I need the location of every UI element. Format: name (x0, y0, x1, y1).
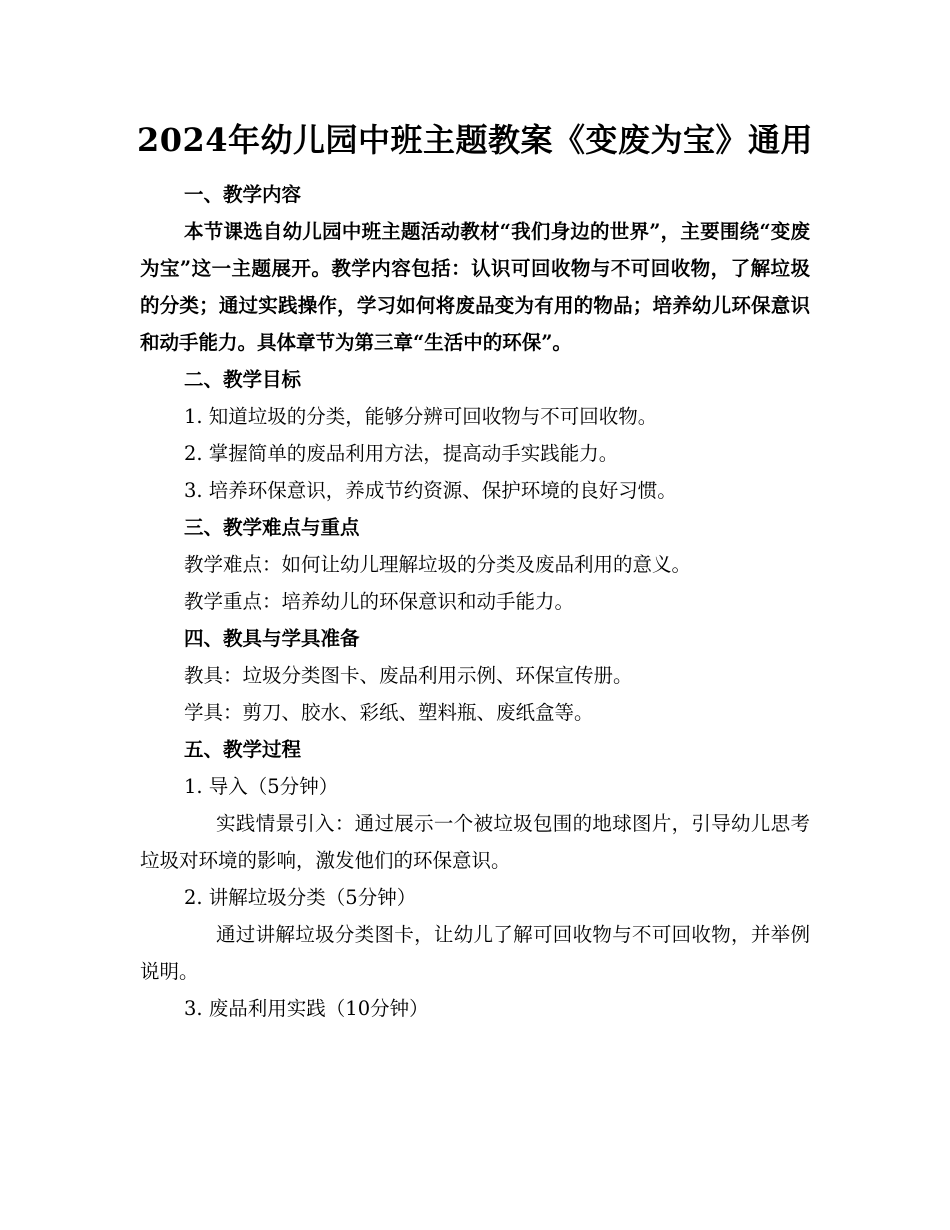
objective-item-1: 1. 知道垃圾的分类，能够分辨可回收物与不可回收物。 (184, 405, 658, 428)
document-title: 2024年幼儿园中班主题教案《变废为宝》通用 (136, 121, 814, 159)
section-heading-objectives: 二、教学目标 (184, 368, 302, 391)
key-point-text: 教学重点：培养幼儿的环保意识和动手能力。 (184, 590, 575, 613)
learning-tools-text: 学具：剪刀、胶水、彩纸、塑料瓶、废纸盒等。 (184, 701, 594, 724)
document-page (136, 112, 814, 1027)
section-heading-process: 五、教学过程 (184, 738, 302, 761)
objective-item-3: 3. 培养环保意识，养成节约资源、保护环境的良好习惯。 (184, 479, 677, 502)
objective-item-2: 2. 掌握简单的废品利用方法，提高动手实践能力。 (184, 442, 619, 465)
section-heading-materials: 四、教具与学具准备 (184, 627, 360, 650)
process-step-2-text: 通过讲解垃圾分类图卡，让幼儿了解可回收物与不可回收物，并举例说明。 (140, 923, 810, 983)
difficulty-text: 教学难点：如何让幼儿理解垃圾的分类及废品利用的意义。 (184, 553, 692, 576)
content-paragraph: 本节课选自幼儿园中班主题活动教材“我们身边的世界”，主要围绕“变废为宝”这一主题展开。教学内容包括：认识可回收物与不可回收物，了解垃圾的分类；通过实践操作，学习如何将废品变为有用的物品；培养幼儿环保意识和动手能力。具体章节为第三章“生活中的环保”。 (140, 220, 810, 354)
teaching-aids-text: 教具：垃圾分类图卡、废品利用示例、环保宣传册。 (184, 664, 633, 687)
process-step-1: 1. 导入（5分钟） (184, 775, 339, 798)
section-heading-difficulties: 三、教学难点与重点 (184, 516, 360, 539)
process-step-3: 3. 废品利用实践（10分钟） (184, 997, 429, 1020)
process-step-1-text: 实践情景引入：通过展示一个被垃圾包围的地球图片，引导幼儿思考垃圾对环境的影响，激发他们的环保意识。 (140, 812, 810, 872)
process-step-2: 2. 讲解垃圾分类（5分钟） (184, 886, 417, 909)
section-heading-content: 一、教学内容 (184, 183, 302, 206)
